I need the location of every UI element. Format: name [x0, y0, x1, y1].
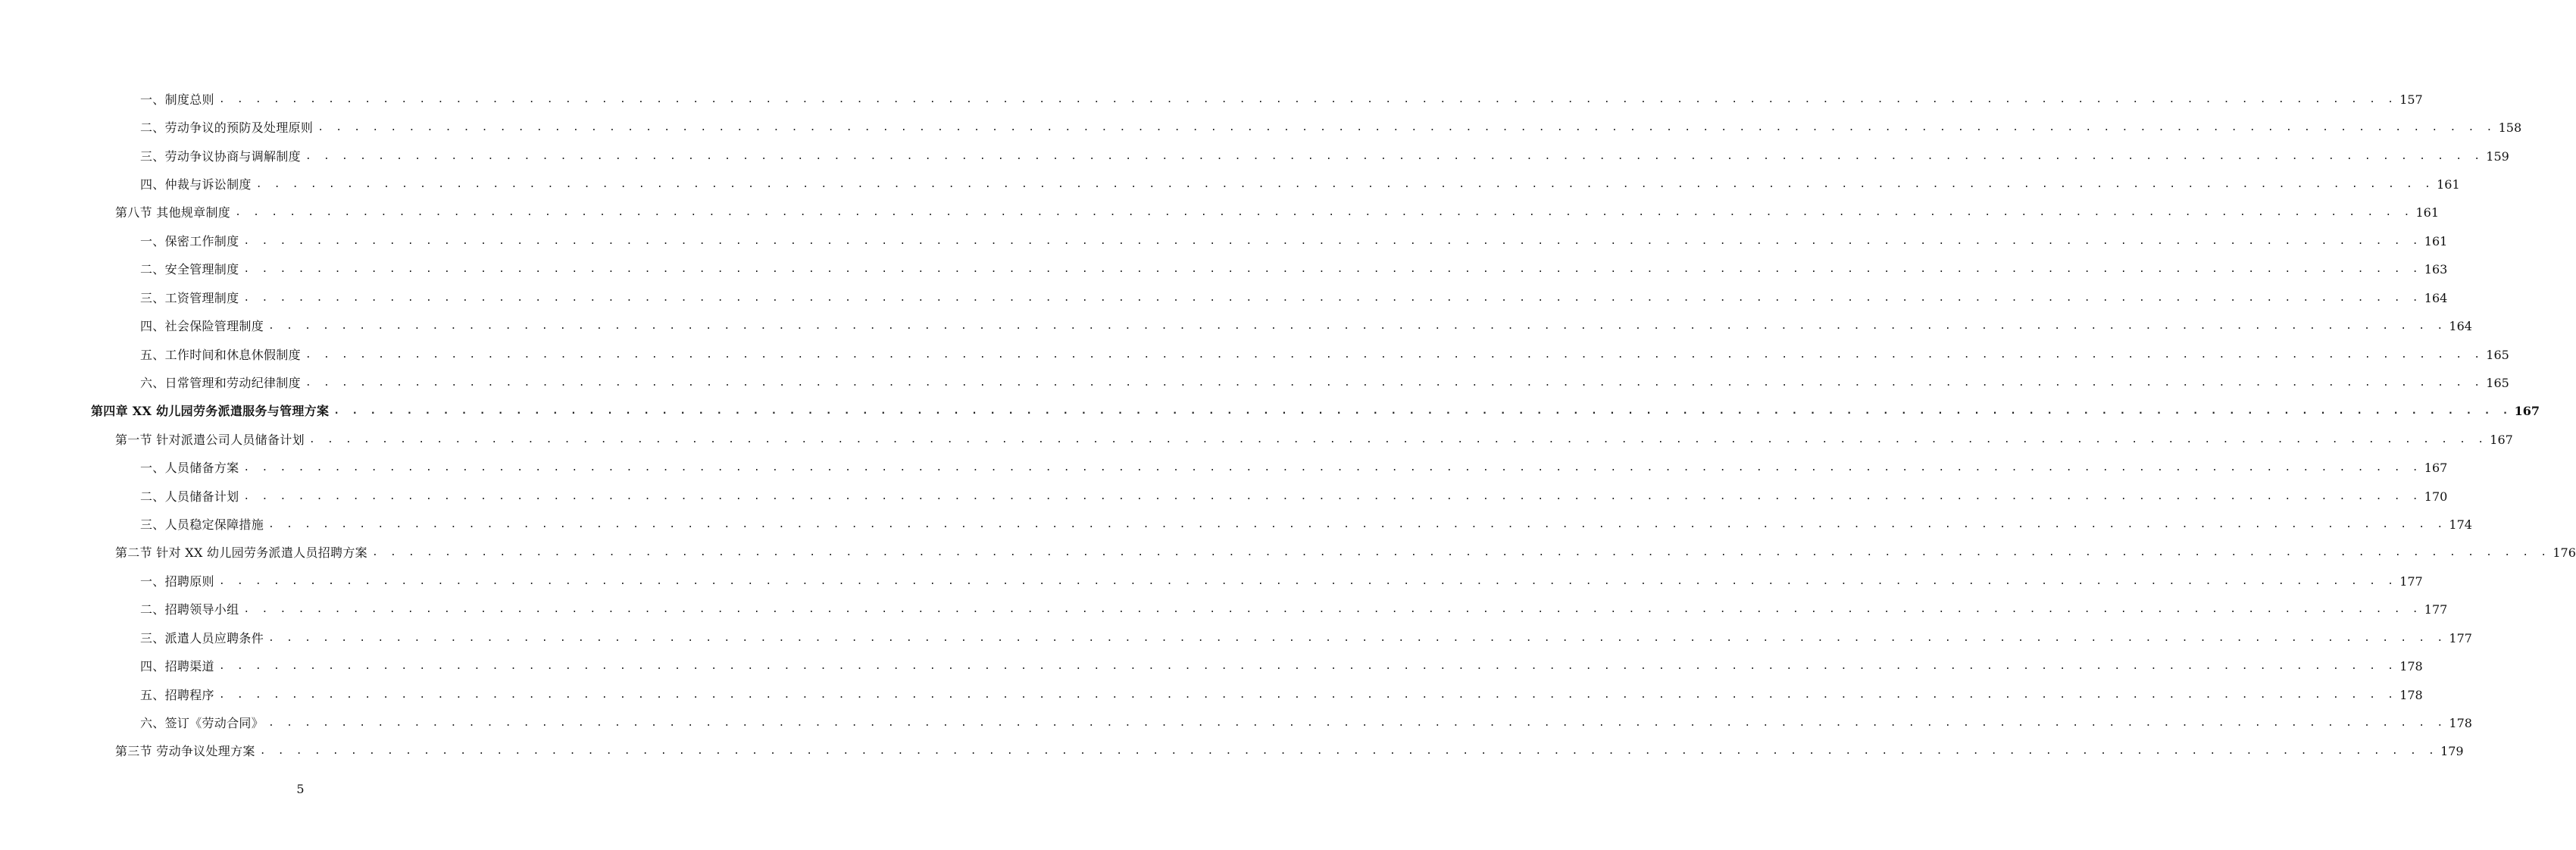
toc-entry-page-number: 174 [2449, 517, 2472, 533]
toc-entry-page-number: 159 [2486, 148, 2509, 164]
page-number: 5 [296, 782, 305, 796]
toc-entry-page-number: 167 [2424, 461, 2448, 476]
dot-leader: . . . . . . . . . . . . . . . . . . . . . . . . . . . . . . . . . . . . . . . . . . . . . . . . . . . . . . . . . . . . . . . . . . . . . . . . . . . . . . . . . . . . . . . . . . . . . . . . . . . . . . . . . . . . . . . . . . . . . . . . [371, 547, 2550, 559]
dot-leader: . . . . . . . . . . . . . . . . . . . . . . . . . . . . . . . . . . . . . . . . . . . . . . . . . . . . . . . . . . . . . . . . . . . . . . . . . . . . . . . . . . . . . . . . . . . . . . . . . . . . . . . . . . . . . . . . . . . . . . . . [268, 519, 2446, 531]
toc-entry-title: 四、仲裁与诉讼制度 [140, 177, 252, 192]
toc-entry-title: 四、招聘渠道 [140, 659, 214, 674]
toc-entry-title: 一、人员储备方案 [140, 461, 239, 476]
toc-entry[interactable] [0, 256, 2448, 284]
toc-entry[interactable] [0, 511, 2472, 539]
dot-leader: . . . . . . . . . . . . . . . . . . . . . . . . . . . . . . . . . . . . . . . . . . . . . . . . . . . . . . . . . . . . . . . . . . . . . . . . . . . . . . . . . . . . . . . . . . . . . . . . . . . . . . . . . . . . . . . . . . . . . . . . [243, 264, 2421, 276]
dot-leader: . . . . . . . . . . . . . . . . . . . . . . . . . . . . . . . . . . . . . . . . . . . . . . . . . . . . . . . . . . . . . . . . . . . . . . . . . . . . . . . . . . . . . . . . . . . . . . . . . . . . . . . . . . . . . . . . . . . . . . . . [268, 717, 2446, 729]
toc-entry-page-number: 178 [2399, 687, 2423, 702]
dot-leader: . . . . . . . . . . . . . . . . . . . . . . . . . . . . . . . . . . . . . . . . . . . . . . . . . . . . . . . . . . . . . . . . . . . . . . . . . . . . . . . . . . . . . . . . . . . . . . . . . . . . . . . . . . . . . . . . . . . . . . . . [317, 122, 2496, 134]
toc-entry-title: 一、制度总则 [140, 92, 214, 107]
toc-entry[interactable] [0, 312, 2472, 340]
dot-leader: . . . . . . . . . . . . . . . . . . . . . . . . . . . . . . . . . . . . . . . . . . . . . . . . . . . . . . . . . . . . . . . . . . . . . . . . . . . . . . . . . . . . . . . . . . . . . . . . . . . . . . . . . . . . . . . . . . . . . . . . [305, 150, 2484, 162]
toc-entry-title: 五、工作时间和休息休假制度 [140, 347, 301, 362]
toc-entry[interactable] [0, 170, 2460, 198]
dot-leader: . . . . . . . . . . . . . . . . . . . . . . . . . . . . . . . . . . . . . . . . . . . . . . . . . . . . . . . . . . . . . . . . . . . . . . . . . . . . . . . . . . . . . . . . . . . . . . . . . . . . . . . . . . . . . . . . . . . . . . . . [218, 661, 2397, 673]
dot-leader: . . . . . . . . . . . . . . . . . . . . . . . . . . . . . . . . . . . . . . . . . . . . . . . . . . . . . . . . . . . . . . . . . . . . . . . . . . . . . . . . . . . . . . . . . . . . . . . . . . . . . . . . . . . . . . . . . . . . . . . . [333, 405, 2512, 417]
toc-entry[interactable] [0, 426, 2513, 454]
toc-entry-title: 五、招聘程序 [140, 687, 214, 702]
toc-entry[interactable] [0, 652, 2423, 680]
toc-entry-page-number: 179 [2440, 744, 2464, 759]
toc-entry-title: 二、安全管理制度 [140, 262, 239, 277]
toc-entry-title: 二、劳动争议的预防及处理原则 [140, 120, 314, 136]
toc-entry-page-number: 167 [2490, 432, 2513, 447]
toc-entry-page-number: 165 [2486, 347, 2509, 362]
toc-entry-page-number: 167 [2514, 404, 2540, 419]
toc-entry[interactable] [0, 114, 2522, 142]
dot-leader: . . . . . . . . . . . . . . . . . . . . . . . . . . . . . . . . . . . . . . . . . . . . . . . . . . . . . . . . . . . . . . . . . . . . . . . . . . . . . . . . . . . . . . . . . . . . . . . . . . . . . . . . . . . . . . . . . . . . . . . . [305, 348, 2484, 361]
toc-entry-page-number: 158 [2498, 120, 2522, 136]
toc-entry-title: 第四章 XX 幼儿园劳务派遣服务与管理方案 [91, 404, 330, 419]
toc-entry-title: 二、招聘领导小组 [140, 602, 239, 617]
toc-entry[interactable] [0, 369, 2509, 397]
toc-entry-page-number: 164 [2449, 319, 2472, 334]
dot-leader: . . . . . . . . . . . . . . . . . . . . . . . . . . . . . . . . . . . . . . . . . . . . . . . . . . . . . . . . . . . . . . . . . . . . . . . . . . . . . . . . . . . . . . . . . . . . . . . . . . . . . . . . . . . . . . . . . . . . . . . . [218, 93, 2397, 105]
toc-entry-page-number: 170 [2424, 489, 2448, 504]
toc-entry-title: 一、保密工作制度 [140, 233, 239, 248]
toc-entry[interactable] [0, 341, 2509, 369]
toc-entry-page-number: 176 [2553, 545, 2576, 561]
toc-entry[interactable] [0, 227, 2448, 255]
dot-leader: . . . . . . . . . . . . . . . . . . . . . . . . . . . . . . . . . . . . . . . . . . . . . . . . . . . . . . . . . . . . . . . . . . . . . . . . . . . . . . . . . . . . . . . . . . . . . . . . . . . . . . . . . . . . . . . . . . . . . . . . [305, 377, 2484, 389]
toc-entry[interactable] [0, 624, 2472, 652]
toc-entry[interactable] [0, 86, 2423, 114]
toc-entry[interactable] [0, 539, 2576, 567]
dot-leader: . . . . . . . . . . . . . . . . . . . . . . . . . . . . . . . . . . . . . . . . . . . . . . . . . . . . . . . . . . . . . . . . . . . . . . . . . . . . . . . . . . . . . . . . . . . . . . . . . . . . . . . . . . . . . . . . . . . . . . . . [268, 320, 2446, 333]
dot-leader: . . . . . . . . . . . . . . . . . . . . . . . . . . . . . . . . . . . . . . . . . . . . . . . . . . . . . . . . . . . . . . . . . . . . . . . . . . . . . . . . . . . . . . . . . . . . . . . . . . . . . . . . . . . . . . . . . . . . . . . . [243, 604, 2421, 616]
toc-entry[interactable] [0, 681, 2423, 709]
toc-entry-page-number: 163 [2424, 262, 2448, 277]
toc-entry[interactable] [0, 567, 2423, 595]
toc-entry-title: 四、社会保险管理制度 [140, 319, 264, 334]
toc-entry-page-number: 161 [2415, 205, 2440, 220]
toc-entry[interactable] [0, 142, 2509, 170]
toc-entry-title: 第八节 其他规章制度 [115, 205, 231, 220]
dot-leader: . . . . . . . . . . . . . . . . . . . . . . . . . . . . . . . . . . . . . . . . . . . . . . . . . . . . . . . . . . . . . . . . . . . . . . . . . . . . . . . . . . . . . . . . . . . . . . . . . . . . . . . . . . . . . . . . . . . . . . . . [218, 575, 2397, 587]
toc-entry-page-number: 161 [2424, 233, 2448, 248]
toc-entry[interactable] [0, 709, 2472, 737]
toc-entry-page-number: 161 [2437, 177, 2460, 192]
toc-entry-title: 一、招聘原则 [140, 573, 214, 589]
toc-entry-page-number: 164 [2424, 290, 2448, 305]
dot-leader: . . . . . . . . . . . . . . . . . . . . . . . . . . . . . . . . . . . . . . . . . . . . . . . . . . . . . . . . . . . . . . . . . . . . . . . . . . . . . . . . . . . . . . . . . . . . . . . . . . . . . . . . . . . . . . . . . . . . . . . . [235, 207, 2413, 219]
toc-entry-page-number: 177 [2449, 630, 2472, 645]
dot-leader: . . . . . . . . . . . . . . . . . . . . . . . . . . . . . . . . . . . . . . . . . . . . . . . . . . . . . . . . . . . . . . . . . . . . . . . . . . . . . . . . . . . . . . . . . . . . . . . . . . . . . . . . . . . . . . . . . . . . . . . . [243, 235, 2421, 247]
toc-entry[interactable] [0, 596, 2448, 624]
toc-entry-page-number: 178 [2399, 659, 2423, 674]
toc-entry-title: 第三节 劳动争议处理方案 [115, 744, 255, 759]
dot-leader: . . . . . . . . . . . . . . . . . . . . . . . . . . . . . . . . . . . . . . . . . . . . . . . . . . . . . . . . . . . . . . . . . . . . . . . . . . . . . . . . . . . . . . . . . . . . . . . . . . . . . . . . . . . . . . . . . . . . . . . . [255, 178, 2434, 190]
toc-entry-page-number: 177 [2399, 573, 2423, 589]
dot-leader: . . . . . . . . . . . . . . . . . . . . . . . . . . . . . . . . . . . . . . . . . . . . . . . . . . . . . . . . . . . . . . . . . . . . . . . . . . . . . . . . . . . . . . . . . . . . . . . . . . . . . . . . . . . . . . . . . . . . . . . . [243, 292, 2421, 304]
dot-leader: . . . . . . . . . . . . . . . . . . . . . . . . . . . . . . . . . . . . . . . . . . . . . . . . . . . . . . . . . . . . . . . . . . . . . . . . . . . . . . . . . . . . . . . . . . . . . . . . . . . . . . . . . . . . . . . . . . . . . . . . [218, 689, 2397, 701]
dot-leader: . . . . . . . . . . . . . . . . . . . . . . . . . . . . . . . . . . . . . . . . . . . . . . . . . . . . . . . . . . . . . . . . . . . . . . . . . . . . . . . . . . . . . . . . . . . . . . . . . . . . . . . . . . . . . . . . . . . . . . . . [268, 632, 2446, 644]
toc-entry[interactable] [0, 398, 2540, 426]
toc-entry-page-number: 157 [2399, 92, 2423, 107]
toc-entry-title: 第一节 针对派遣公司人员储备计划 [115, 432, 305, 447]
dot-leader: . . . . . . . . . . . . . . . . . . . . . . . . . . . . . . . . . . . . . . . . . . . . . . . . . . . . . . . . . . . . . . . . . . . . . . . . . . . . . . . . . . . . . . . . . . . . . . . . . . . . . . . . . . . . . . . . . . . . . . . . [243, 462, 2421, 474]
toc-entry[interactable] [0, 284, 2448, 312]
toc-entry[interactable] [0, 738, 2464, 766]
dot-leader: . . . . . . . . . . . . . . . . . . . . . . . . . . . . . . . . . . . . . . . . . . . . . . . . . . . . . . . . . . . . . . . . . . . . . . . . . . . . . . . . . . . . . . . . . . . . . . . . . . . . . . . . . . . . . . . . . . . . . . . . [259, 745, 2438, 758]
toc-entry-title: 六、日常管理和劳动纪律制度 [140, 375, 301, 390]
toc-entry-title: 二、人员储备计划 [140, 489, 239, 504]
toc-entry[interactable] [0, 454, 2448, 482]
dot-leader: . . . . . . . . . . . . . . . . . . . . . . . . . . . . . . . . . . . . . . . . . . . . . . . . . . . . . . . . . . . . . . . . . . . . . . . . . . . . . . . . . . . . . . . . . . . . . . . . . . . . . . . . . . . . . . . . . . . . . . . . [308, 433, 2487, 445]
dot-leader: . . . . . . . . . . . . . . . . . . . . . . . . . . . . . . . . . . . . . . . . . . . . . . . . . . . . . . . . . . . . . . . . . . . . . . . . . . . . . . . . . . . . . . . . . . . . . . . . . . . . . . . . . . . . . . . . . . . . . . . . [243, 490, 2421, 502]
table-of-contents [0, 86, 2576, 766]
toc-entry-title: 三、人员稳定保障措施 [140, 517, 264, 533]
toc-entry[interactable] [0, 483, 2448, 511]
toc-entry-page-number: 165 [2486, 375, 2509, 390]
toc-entry-title: 三、工资管理制度 [140, 290, 239, 305]
toc-entry-page-number: 178 [2449, 715, 2472, 730]
toc-entry-title: 三、派遣人员应聘条件 [140, 630, 264, 645]
toc-entry-page-number: 177 [2424, 602, 2448, 617]
toc-entry-title: 三、劳动争议协商与调解制度 [140, 148, 301, 164]
toc-entry[interactable] [0, 199, 2440, 227]
toc-entry-title: 六、签订《劳动合同》 [140, 715, 264, 730]
toc-entry-title: 第二节 针对 XX 幼儿园劳务派遣人员招聘方案 [115, 545, 367, 561]
